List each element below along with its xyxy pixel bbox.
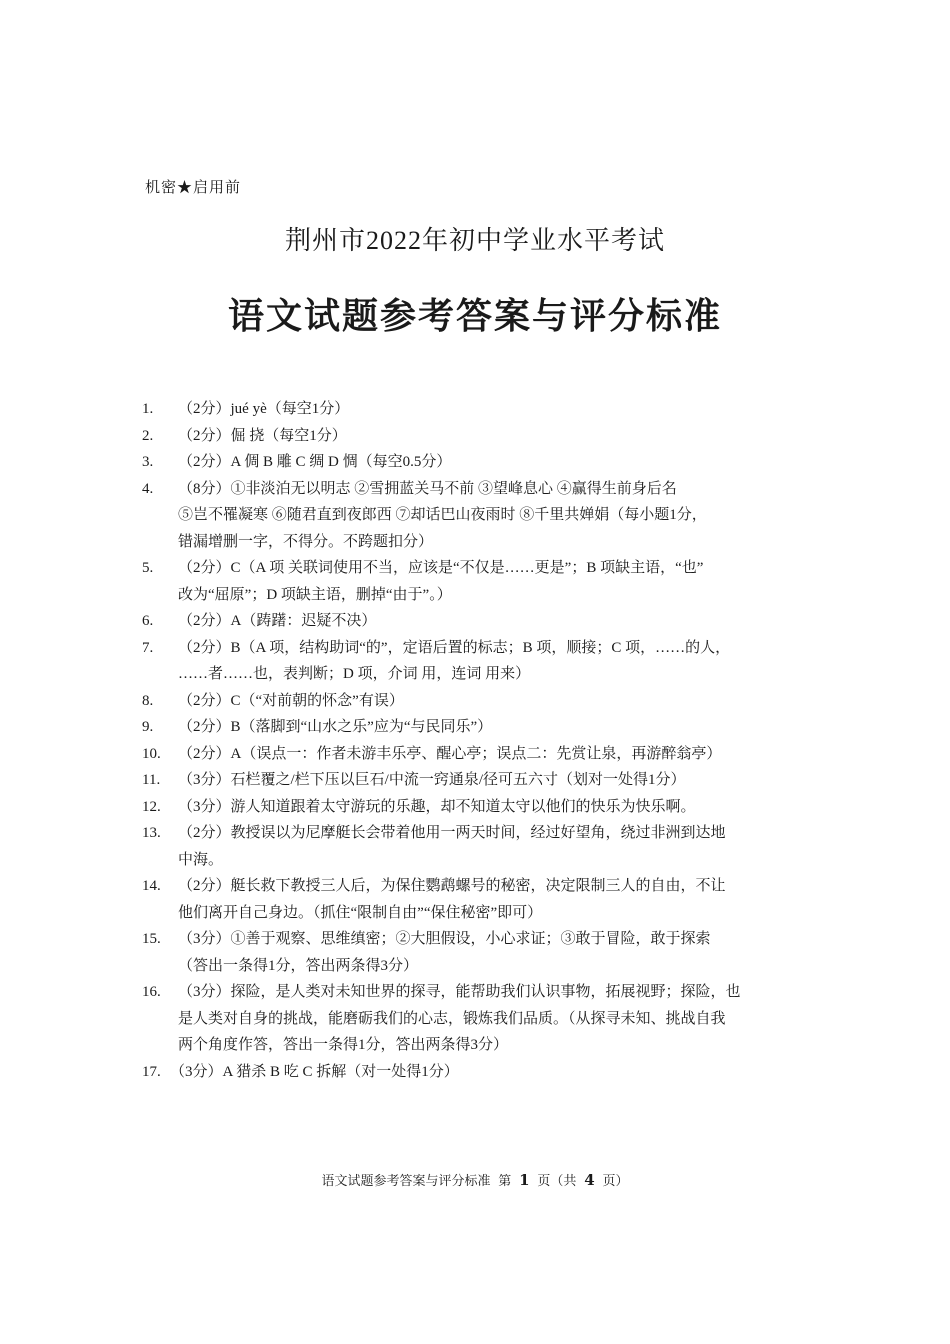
- page-footer: [0, 1170, 950, 1189]
- answer-line: （3分）探险，是人类对未知世界的探寻，能帮助我们认识事物，拓展视野；探险，也: [178, 984, 741, 1000]
- answer-line: （2分）B（A 项，结构助词“的”，定语后置的标志；B 项，顺接；C 项，……的人，: [178, 639, 731, 656]
- answer-number: 10.: [142, 745, 161, 762]
- answer-number: 12.: [142, 798, 161, 815]
- answer-item: [142, 1059, 814, 1086]
- answer-text: [178, 741, 814, 768]
- answer-number: 4.: [142, 480, 154, 497]
- answer-item: [142, 423, 814, 450]
- answer-line: （2分）C（A 项 关联词使用不当，应该是“不仅是……更是”；B 项缺主语，“也”: [178, 560, 704, 576]
- answer-text: [178, 423, 814, 450]
- answer-line: （2分）A（踌躇：迟疑不决）: [178, 613, 377, 629]
- answer-line: （8分）①非淡泊无以明志 ②雪拥蓝关马不前 ③望峰息心 ④赢得生前身后名: [178, 480, 677, 497]
- answer-text: [178, 926, 814, 979]
- answer-number: 16.: [142, 984, 161, 1000]
- answer-item: [142, 820, 814, 873]
- answer-item: [142, 608, 814, 635]
- answer-line: ……者……也，表判断；D 项，介词 用，连词 用来）: [178, 666, 531, 682]
- answer-item: [142, 714, 814, 741]
- answer-number: 14.: [142, 878, 161, 894]
- footer-page-number: 1: [519, 1171, 530, 1189]
- answer-line: （3分）A 猎杀 B 吃 C 拆解（对一处得1分）: [170, 1063, 459, 1080]
- answer-line: （2分）倔 挠（每空1分）: [178, 427, 347, 444]
- answer-line: （2分）艇长救下教授三人后，为保住鹦鹉螺号的秘密，决定限制三人的自由，不让: [178, 878, 726, 894]
- answer-text: [178, 449, 814, 476]
- answer-text: [178, 873, 814, 926]
- answer-text: [178, 608, 814, 635]
- answer-line: （2分）A（误点一：作者未游丰乐亭、醒心亭；误点二：先赏让泉，再游醉翁亭）: [178, 745, 722, 762]
- answer-item: [142, 873, 814, 926]
- answer-number: 15.: [142, 931, 161, 947]
- answer-item: [142, 396, 814, 423]
- exam-title: 荆州市2022年初中学业水平考试: [284, 226, 665, 255]
- answer-line: 两个角度作答，答出一条得1分，答出两条得3分）: [178, 1037, 509, 1053]
- answer-item: [142, 979, 814, 1059]
- answer-text: [178, 714, 814, 741]
- answer-text: [178, 396, 814, 423]
- answer-number: 7.: [142, 639, 154, 656]
- answer-text: [178, 979, 814, 1059]
- answer-item: [142, 449, 814, 476]
- answer-number: 11.: [142, 772, 161, 788]
- answer-item: [142, 741, 814, 768]
- answer-text: [178, 555, 814, 608]
- answer-item: [142, 767, 814, 794]
- answer-line: （3分）游人知道跟着太守游玩的乐趣，却不知道太守以他们的快乐为快乐啊。: [178, 798, 696, 815]
- answer-text: [178, 635, 814, 688]
- answer-line: （2分）jué yè（每空1分）: [178, 401, 350, 417]
- answer-line: 改为“屈原”；D 项缺主语，删掉“由于”。）: [178, 586, 452, 603]
- answer-item: [142, 688, 814, 715]
- answer-line: （答出一条得1分，答出两条得3分）: [178, 957, 419, 974]
- answer-item: [142, 926, 814, 979]
- answer-item: [142, 476, 814, 556]
- footer-total-pages: 4: [584, 1171, 595, 1189]
- answer-number: 13.: [142, 825, 161, 841]
- answer-line: （2分）B（落脚到“山水之乐”应为“与民同乐”）: [178, 719, 493, 735]
- answer-text: [178, 688, 814, 715]
- answer-text: [170, 1059, 814, 1086]
- answer-item: [142, 635, 814, 688]
- answer-line: （2分）C（“对前朝的怀念”有误）: [178, 692, 404, 709]
- answer-number: 6.: [142, 613, 154, 629]
- footer-prefix: 语文试题参考答案与评分标准 第: [321, 1174, 512, 1189]
- footer-suffix: 页）: [602, 1174, 629, 1189]
- answer-number: 3.: [142, 454, 154, 470]
- answer-text: [178, 767, 814, 794]
- answer-line: ⑤岂不罹凝寒 ⑥随君直到夜郎西 ⑦却话巴山夜雨时 ⑧千里共婵娟（每小题1分，: [178, 507, 707, 523]
- answer-line: （2分）A 倜 B 雕 C 绸 D 惆（每空0.5分）: [178, 454, 452, 470]
- answer-line: （2分）教授误以为尼摩艇长会带着他用一两天时间，经过好望角，绕过非洲到达地: [178, 825, 726, 841]
- answer-line: （3分）石栏覆之/栏下压以巨石/中流一窍通泉/径可五六寸（划对一处得1分）: [178, 772, 686, 788]
- answer-line: 是人类对自身的挑战，能磨砺我们的心志，锻炼我们品质。（从探寻未知、挑战自我: [178, 1010, 726, 1027]
- document-title: 语文试题参考答案与评分标准: [227, 296, 722, 337]
- answer-number: 1.: [142, 401, 154, 417]
- answer-number: 8.: [142, 692, 154, 709]
- answer-number: 9.: [142, 719, 154, 735]
- answer-text: [178, 820, 814, 873]
- answer-item: [142, 555, 814, 608]
- answer-list: [142, 396, 814, 1085]
- answer-text: [178, 476, 814, 556]
- footer-middle: 页（共: [537, 1174, 577, 1189]
- answer-number: 17.: [142, 1063, 161, 1080]
- confidential-label: 机密★启用前: [145, 178, 242, 196]
- answer-text: [178, 794, 814, 821]
- answer-line: （3分）①善于观察、思维缜密；②大胆假设，小心求证；③敢于冒险，敢于探索: [178, 931, 711, 947]
- answer-number: 2.: [142, 427, 154, 444]
- answer-line: 错漏增删一字，不得分。不跨题扣分）: [178, 533, 434, 550]
- answer-line: 中海。: [178, 851, 224, 868]
- answer-line: 他们离开自己身边。（抓住“限制自由”“保住秘密”即可）: [178, 904, 543, 921]
- answer-number: 5.: [142, 560, 154, 576]
- answer-item: [142, 794, 814, 821]
